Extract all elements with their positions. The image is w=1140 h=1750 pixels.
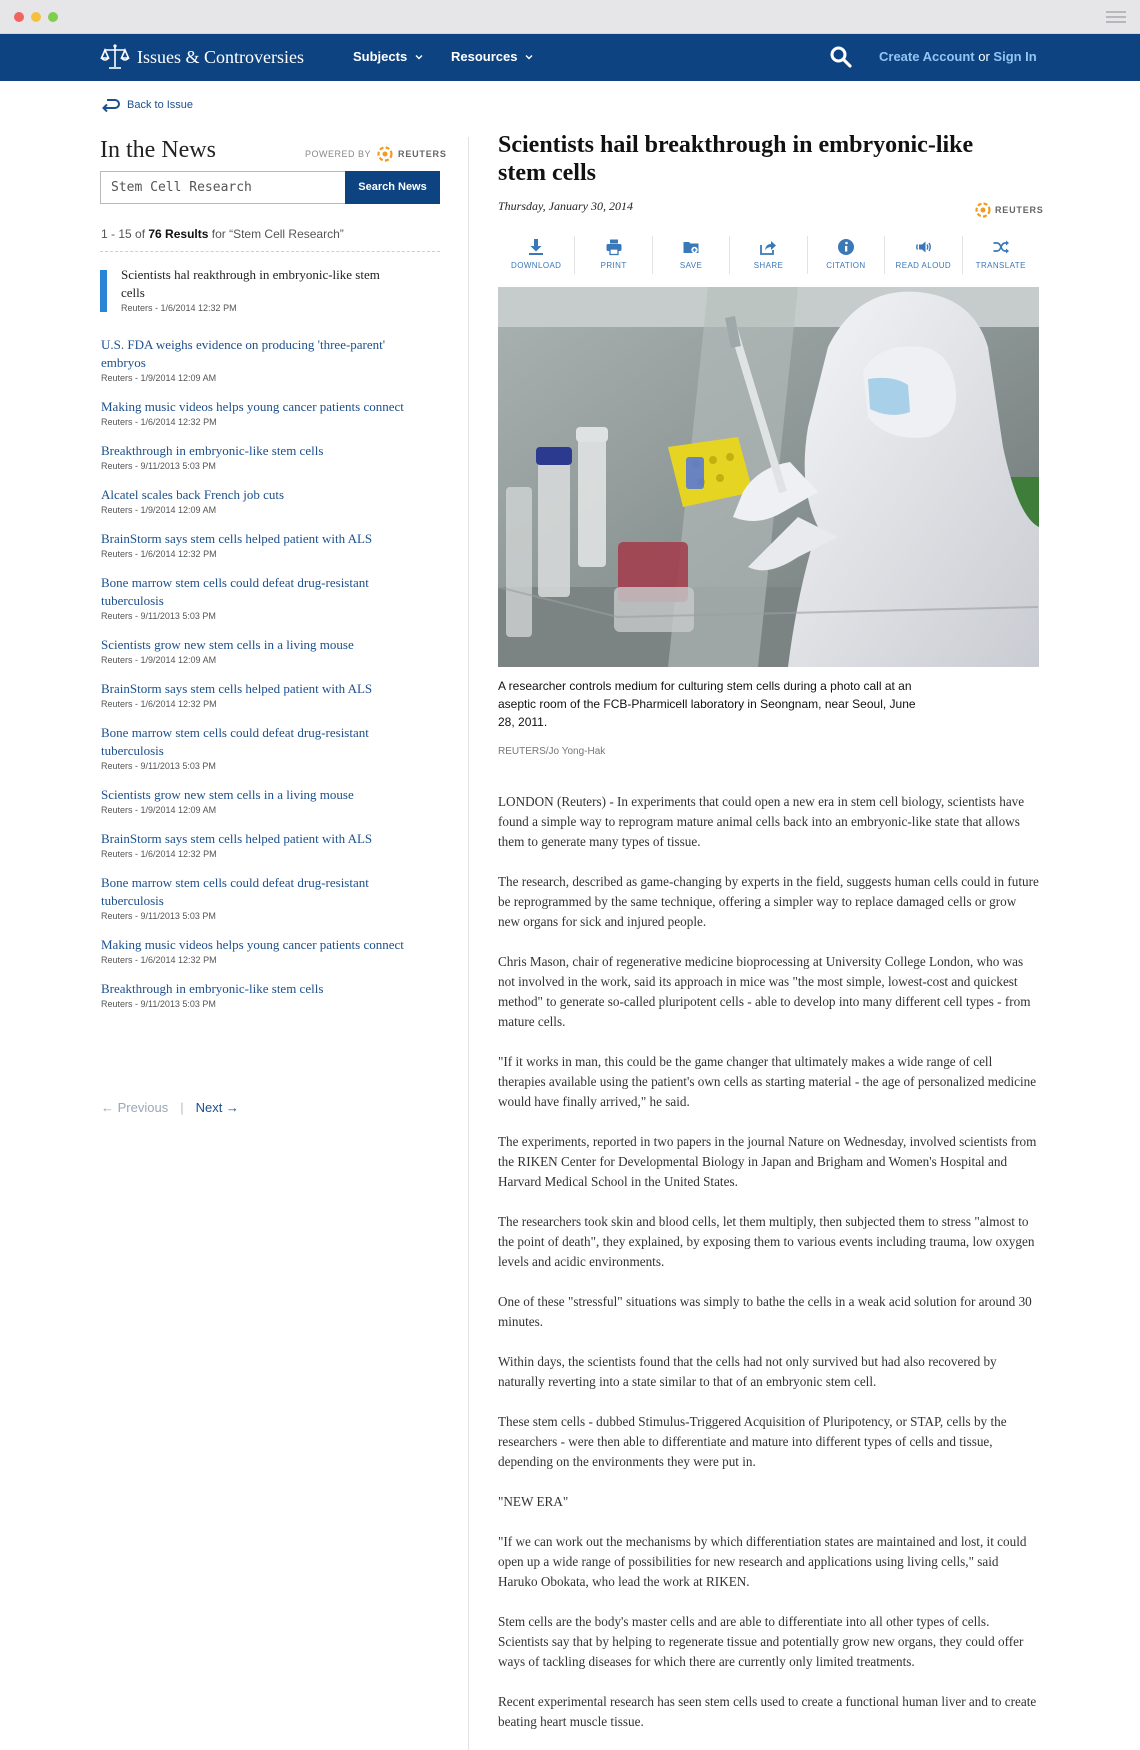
news-search-input[interactable]: Stem Cell Research xyxy=(100,171,345,204)
news-item-link[interactable]: Scientists grow new stem cells in a living mouse xyxy=(101,787,354,802)
share-icon xyxy=(759,238,777,256)
article-body xyxy=(498,792,1039,1750)
search-icon[interactable] xyxy=(829,45,853,69)
article-paragraph: Chris Mason, chair of regenerative medicine bioprocessing at University College London, who was not involved in the work, said its approach in mice was "the most simple, lowest-cost and quickest method" to generate so-called pluripotent cells - able to develop into many different cell types - from mature cells. xyxy=(498,954,1031,1029)
window-close-dot[interactable] xyxy=(14,12,24,22)
nav-subjects-menu[interactable] xyxy=(353,49,423,64)
translate-button[interactable] xyxy=(963,236,1039,274)
active-news-title: Scientists hal reakthrough in embryonic-like stem cells xyxy=(121,267,380,300)
pagination xyxy=(101,1100,239,1115)
print-icon xyxy=(605,238,623,256)
news-item-meta: Reuters - 1/6/2014 12:32 PM xyxy=(101,549,217,559)
nav-resources-label: Resources xyxy=(451,49,518,64)
back-arrow-icon xyxy=(101,98,121,112)
active-news-meta: Reuters - 1/6/2014 12:32 PM xyxy=(121,303,237,313)
read-aloud-label: READ ALOUD xyxy=(895,261,952,270)
article-paragraph: One of these "stressful" situations was simply to bathe the cells in a weak acid solution for around 30 minutes. xyxy=(498,1294,1032,1329)
article-source xyxy=(975,202,1044,218)
window-minimize-dot[interactable] xyxy=(31,12,41,22)
news-item-link[interactable]: Bone marrow stem cells could defeat drug-resistant tuberculosis xyxy=(101,725,369,758)
news-item-meta: Reuters - 1/9/2014 12:09 AM xyxy=(101,373,217,383)
chevron-down-icon xyxy=(525,53,533,61)
article-paragraph: "If it works in man, this could be the game changer that ultimately makes a wide range of cell therapies available using the patient's own cells as starting material - the age of personalized medicine would have finally arrived," he said. xyxy=(498,1054,1037,1109)
active-indicator-bar xyxy=(100,270,107,312)
news-item-meta: Reuters - 1/9/2014 12:09 AM xyxy=(101,655,217,665)
photo-caption: A researcher controls medium for culturing stem cells during a photo call at an aseptic room of the FCB-Pharmicell laboratory in Seongnam, near Seoul, June 28, 2011. xyxy=(498,679,916,729)
news-list-item xyxy=(101,336,421,383)
article-photo xyxy=(498,287,1039,667)
article-paragraph: The researchers took skin and blood cells, let them multiply, then subjected them to stress "almost to the point of death", they explained, by exposing them to various events including trauma, low oxygen levels and acidic environments. xyxy=(498,1214,1035,1269)
article-title: Scientists hail breakthrough in embryonic-like stem cells xyxy=(498,132,974,186)
news-list-item xyxy=(101,724,421,771)
article-paragraph: These stem cells - dubbed Stimulus-Triggered Acquisition of Pluripotency, or STAP, cells by the researchers - were then able to differentiate and mature into different types of cells and tissue, depending on the environments they were put in. xyxy=(498,1414,1007,1469)
news-list-item xyxy=(101,486,421,515)
news-list-item xyxy=(101,680,421,709)
search-news-button[interactable]: Search News xyxy=(345,171,440,204)
scales-of-justice-icon xyxy=(100,43,130,71)
news-list-item xyxy=(101,830,421,859)
results-divider xyxy=(100,251,440,252)
citation-button[interactable] xyxy=(808,236,885,274)
news-item-link[interactable]: BrainStorm says stem cells helped patient with ALS xyxy=(101,531,373,546)
news-item-meta: Reuters - 1/6/2014 12:32 PM xyxy=(101,955,217,965)
news-item-link[interactable]: Making music videos helps young cancer patients connect xyxy=(101,399,404,414)
info-icon xyxy=(837,238,855,256)
news-item-link[interactable]: Breakthrough in embryonic-like stem cells xyxy=(101,981,324,996)
in-the-news-title: In the News xyxy=(100,137,216,163)
download-icon xyxy=(527,238,545,256)
news-list-item xyxy=(101,874,421,921)
news-item-meta: Reuters - 1/9/2014 12:09 AM xyxy=(101,505,217,515)
shuffle-icon xyxy=(992,238,1010,256)
news-item-meta: Reuters - 1/6/2014 12:32 PM xyxy=(101,699,217,709)
news-item-meta: Reuters - 1/9/2014 12:09 AM xyxy=(101,805,217,815)
news-list-item xyxy=(101,530,421,559)
pagination-separator: | xyxy=(180,1100,184,1115)
column-divider xyxy=(468,137,469,1750)
news-item-meta: Reuters - 9/11/2013 5:03 PM xyxy=(101,911,216,921)
nav-resources-menu[interactable] xyxy=(451,49,533,64)
window-maximize-dot[interactable] xyxy=(48,12,58,22)
save-label: SAVE xyxy=(679,261,703,270)
news-list-item xyxy=(101,636,421,665)
article-paragraph: Recent experimental research has seen stem cells used to create a functional human liver and to create beating heart muscle tissue. xyxy=(498,1694,1037,1729)
print-button[interactable] xyxy=(575,236,652,274)
article-toolbar xyxy=(498,236,1039,274)
article-paragraph: Within days, the scientists found that the cells had not only survived but had also recovered by naturally reverting into a state similar to that of an embryonic stem cell. xyxy=(498,1354,997,1389)
create-account-link[interactable]: Create Account xyxy=(879,49,975,64)
citation-label: CITATION xyxy=(826,261,866,270)
article-paragraph: LONDON (Reuters) - In experiments that could open a new era in stem cell biology, scientists have found a simple way to reprogram mature animal cells back into an embryonic-like state that allows them to generate many types of tissue. xyxy=(498,794,1025,849)
article-paragraph: Stem cells are the body's master cells and are able to differentiate into all other types of cells. Scientists say that by helping to regenerate tissue and potentially grow new organs, they could offer ways of tackling diseases for which there are currently only limited treatments. xyxy=(498,1614,1024,1669)
translate-label: TRANSLATE xyxy=(975,261,1026,270)
powered-by-reuters xyxy=(305,146,447,162)
article-date: Thursday, January 30, 2014 xyxy=(498,199,633,213)
news-item-link[interactable]: BrainStorm says stem cells helped patient with ALS xyxy=(101,681,373,696)
article-paragraph: The research, described as game-changing by experts in the field, suggests human cells could in future be reprogrammed by the same technique, offering a simpler way to replace damaged cells or grow new organs for sick and injured people. xyxy=(498,874,1039,929)
news-item-meta: Reuters - 1/6/2014 12:32 PM xyxy=(101,417,217,427)
browser-chrome xyxy=(0,0,1140,34)
share-label: SHARE xyxy=(753,261,784,270)
article-subheading: "NEW ERA" xyxy=(498,1494,569,1509)
download-button[interactable] xyxy=(498,236,575,274)
top-navigation xyxy=(0,34,1140,81)
news-item-link[interactable]: Alcatel scales back French job cuts xyxy=(101,487,285,502)
or-text: or xyxy=(974,49,994,64)
account-links xyxy=(879,49,1037,64)
article-paragraph: The experiments, reported in two papers in the journal Nature on Wednesday, involved scientists from the RIKEN Center for Developmental Biology in Japan and Brigham and Women's Hospital and Harvard Medical School in the United States. xyxy=(498,1134,1037,1189)
read-aloud-button[interactable] xyxy=(885,236,962,274)
news-item-meta: Reuters - 9/11/2013 5:03 PM xyxy=(101,461,216,471)
back-to-issue-label: Back to Issue xyxy=(127,99,194,111)
news-item-meta: Reuters - 1/6/2014 12:32 PM xyxy=(101,849,217,859)
brand-logo[interactable] xyxy=(100,42,304,72)
save-button[interactable] xyxy=(653,236,730,274)
article-paragraph: "If we can work out the mechanisms by which differentiation states are maintained and lost, it could open up a wide range of possibilities for new research and applications using living cells," said Haruko Obokata, who lead the work at RIKEN. xyxy=(498,1534,1027,1589)
news-list-item xyxy=(101,398,421,427)
powered-by-label: POWERED BY xyxy=(305,149,372,159)
results-count xyxy=(101,227,344,241)
news-item-link[interactable]: Bone marrow stem cells could defeat drug-resistant tuberculosis xyxy=(101,875,369,908)
news-item-link[interactable]: Making music videos helps young cancer patients connect xyxy=(101,937,404,952)
reuters-logo-icon xyxy=(377,146,393,162)
photo-credit: REUTERS/Jo Yong-Hak xyxy=(498,746,606,757)
news-item-meta: Reuters - 9/11/2013 5:03 PM xyxy=(101,611,216,621)
news-item-meta: Reuters - 9/11/2013 5:03 PM xyxy=(101,761,216,771)
news-item-link[interactable]: Breakthrough in embryonic-like stem cells xyxy=(101,443,324,458)
reuters-wordmark: REUTERS xyxy=(398,149,447,159)
previous-page-link[interactable]: ← Previous xyxy=(101,1100,169,1115)
speaker-icon xyxy=(914,238,932,256)
next-page-link[interactable]: Next → xyxy=(195,1100,239,1115)
news-list-item xyxy=(101,786,421,815)
news-item-link[interactable]: Scientists grow new stem cells in a living mouse xyxy=(101,637,354,652)
news-list-item xyxy=(101,442,421,471)
lab-researcher-photo xyxy=(498,287,1039,667)
download-label: DOWNLOAD xyxy=(511,261,562,270)
news-item-link[interactable]: BrainStorm says stem cells helped patient with ALS xyxy=(101,831,373,846)
sign-in-link[interactable]: Sign In xyxy=(993,49,1037,64)
save-folder-icon xyxy=(682,238,700,256)
results-query: for “Stem Cell Research” xyxy=(208,227,344,241)
results-total: 76 Results xyxy=(148,227,209,241)
share-button[interactable] xyxy=(730,236,807,274)
news-list-item xyxy=(101,574,421,621)
back-to-issue-link[interactable] xyxy=(101,98,193,112)
results-range: 1 - 15 of xyxy=(101,227,149,241)
news-list-item xyxy=(101,980,421,1009)
article-source-label: REUTERS xyxy=(995,205,1044,215)
chevron-down-icon xyxy=(415,53,423,61)
news-item-link[interactable]: Bone marrow stem cells could defeat drug-resistant tuberculosis xyxy=(101,575,369,608)
news-item-link[interactable]: U.S. FDA weighs evidence on producing 'three-parent' embryos xyxy=(101,337,386,370)
reuters-logo-icon xyxy=(975,202,991,218)
print-label: PRINT xyxy=(600,261,627,270)
news-list-item xyxy=(101,936,421,965)
nav-subjects-label: Subjects xyxy=(353,49,408,64)
news-item-meta: Reuters - 9/11/2013 5:03 PM xyxy=(101,999,216,1009)
brand-name: Issues & Controversies xyxy=(137,46,304,67)
news-list xyxy=(101,336,421,1024)
hamburger-menu-icon[interactable] xyxy=(1106,11,1126,23)
